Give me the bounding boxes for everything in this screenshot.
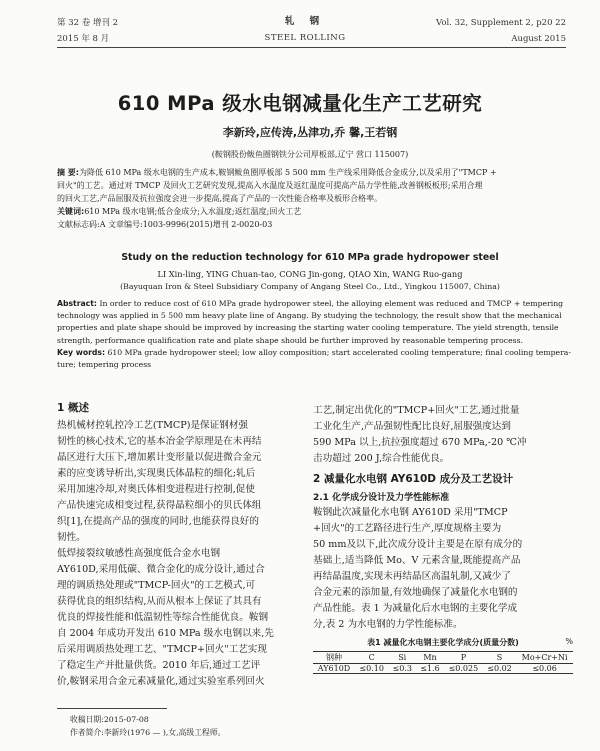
received-date: 收稿日期:2015-07-08	[70, 715, 149, 724]
section2-1-heading: 2.1 化学成分设计及力学性能标准	[313, 493, 450, 503]
table1	[313, 651, 573, 674]
body-line: 分,表 2 为水电钢的力学性能标准。	[313, 619, 463, 630]
body-line: 理的调质热处理或"TMCP-回火"的工艺模式,可	[57, 580, 256, 591]
section1-continued	[313, 403, 573, 467]
table1-header-cell: C	[368, 653, 375, 662]
table1-cell: ≤0.02	[487, 664, 512, 673]
right-column	[313, 403, 573, 674]
body-line: 织[1],在提高产品的强度的同时,也能获得良好的	[57, 516, 259, 527]
section2-body	[313, 505, 573, 633]
body-line: 击功超过 200 J,综合性能优良。	[313, 453, 450, 464]
body-line: 了稳定生产并批量供货。2010 年后,通过工艺评	[57, 660, 261, 671]
left-column	[57, 400, 305, 690]
table1-cell: ≤0.10	[359, 664, 384, 673]
table1-header-cell: 钢种	[325, 653, 342, 662]
body-line: 后采用调质热处理工艺、"TMCP+回火"工艺实现	[57, 644, 267, 655]
body-line: 获得优良的组织结构,从而从根本上保证了其具有	[57, 596, 262, 607]
keywords-en-line: 610 MPa grade hydropower steel; low alloy composition; start accelerated cooling temperature; final cooling tempera-	[107, 347, 571, 357]
body-line: 低焊接裂纹敏感性高强度低合金水电钢	[57, 548, 221, 559]
body-line: 基础上,适当降低 Mo、V 元素含量,既能提高产品	[313, 555, 521, 566]
table1-caption: 表1 减量化水电钢主要化学成分(质量分数)	[367, 638, 519, 647]
body-line: 鞍钢此次减量化水电钢 AY610D 采用"TMCP	[313, 507, 508, 518]
affiliation-cn: (鞍钢股份鲅鱼圈钢铁分公司厚板部,辽宁 营口 115007)	[211, 150, 409, 159]
body-line: 50 mm及以下,此次成分设计主要是在原有成分的	[313, 539, 523, 550]
body-line: 再结晶温度,实现未再结晶区高温轧制,又减少了	[313, 571, 511, 582]
body-line: 产品快速完成相变过程,获得晶粒细小的贝氏体组	[57, 500, 262, 511]
journal-en: STEEL ROLLING	[264, 33, 346, 43]
abstract-cn-label: 摘 要:	[57, 168, 79, 177]
keywords-cn: 610 MPa 级水电钢;低合金成分;入水温度;返红温度;回火工艺	[84, 207, 302, 216]
abstract-en-line: properties and plate shape should be improved by increasing the starting water cooling temperature. The yield strength, tensile	[57, 323, 559, 333]
abstract-cn	[57, 166, 566, 231]
body-line: 产品性能。表 1 为减量化后水电钢的主要化学成	[313, 603, 518, 614]
affiliation-en: (Bayuquan Iron & Steel Subsidiary Company of Angang Steel Co., Ltd., Yingkou 115007, China)	[120, 282, 500, 291]
body-line: 自 2004 年成功开发出 610 MPa 级水电钢以来,先	[57, 628, 274, 639]
abstract-cn-line: 为降低 610 MPa 级水电钢的生产成本,鞍钢鲅鱼圈厚板部 5 500 mm 生产线采用降低合金成分,以及采用了"TMCP +	[78, 168, 497, 177]
date-cn: 2015 年 8 月	[57, 34, 110, 44]
title-cn: 610 MPa 级水电钢减量化生产工艺研究	[117, 92, 483, 115]
body-line: 合金元素的添加量,有效地确保了减量化水电钢的	[313, 587, 518, 598]
body-line: 晶区进行大压下,增加累计变形量以促进微合金元	[57, 452, 262, 463]
body-line: 韧性的核心技术,它的基本冶金学原理是在未再结	[57, 436, 262, 447]
authors-en: LI Xin-ling, YING Chuan-tao, CONG Jin-gong, QIAO Xin, WANG Ruo-gang	[157, 269, 463, 279]
body-line: 价,鞍钢采用合金元素减量化,通过实验室系列回火	[57, 676, 265, 687]
authors-cn: 李新玲,应传涛,丛津功,乔 馨,王若钢	[222, 126, 398, 139]
abstract-en-label: Abstract:	[57, 299, 97, 308]
body-line: +回火"的工艺路径进行生产,厚度规格主要为	[313, 523, 502, 534]
footnote	[70, 713, 225, 739]
table1-unit: %	[565, 637, 573, 646]
abstract-en	[57, 298, 571, 371]
classification-cn: 文献标志码:A 文章编号:1003-9996(2015)增刊 2-0020-03	[57, 220, 273, 229]
abstract-en-line: technology was applied in 5 500 mm heavy plate line of Angang. By studying the technology, the result show that the mechanical	[57, 311, 562, 321]
volume-en: Vol. 32, Supplement 2, p20 22	[435, 18, 566, 28]
body-line: 热机械材控轧控冷工艺(TMCP)是保证钢材强	[57, 420, 249, 431]
abstract-cn-line: 的回火工艺,产品屈服及抗拉强度会进一步提高,提高了产品的一次性能合格率及板形合格率。	[57, 194, 383, 203]
table1-header-cell: Mo+Cr+Ni	[521, 653, 568, 662]
section2-heading: 2 减量化水电钢 AY610D 成分及工艺设计	[313, 473, 514, 485]
section1-body	[57, 418, 305, 690]
abstract-cn-line: 回火"的工艺。通过对 TMCP 及回火工艺研究发现,提高入水温度及返红温度可提高产品力学性能,改善钢板板形;采用合理	[57, 181, 483, 190]
keywords-en-label: Key words:	[57, 347, 106, 357]
author-info: 作者简介:李新玲(1976 — ),女,高级工程师。	[70, 728, 226, 737]
table1-header-cell: S	[496, 653, 503, 662]
table1-row	[313, 664, 573, 674]
table1-header-cell: P	[460, 653, 467, 662]
body-line: 工业化生产,产品强韧性配比良好,屈服强度达到	[313, 421, 511, 432]
body-line: 优良的焊接性能和低温韧性等综合性能优良。鞍钢	[57, 612, 269, 623]
table1-caption-row	[313, 637, 573, 651]
body-line: 590 MPa 以上,抗拉强度超过 670 MPa,-20 ℃冲	[313, 437, 527, 448]
body-line: 素的应变诱导析出,实现奥氏体晶粒的细化;轧后	[57, 468, 256, 479]
abstract-en-line: strength, performance qualification rate and plate shape should be further improved by reasonable tempering process.	[57, 335, 523, 345]
table1-cell: ≤0.025	[448, 664, 479, 673]
volume-cn: 第 32 卷 增刊 2	[57, 18, 119, 28]
table1-cell: ≤0.06	[532, 664, 557, 673]
header-rule	[57, 47, 566, 48]
body-line: 韧性。	[57, 532, 86, 543]
date-en: August 2015	[511, 34, 566, 44]
journal-cn: 轧 钢	[284, 16, 326, 27]
section1-heading: 1 概述	[57, 402, 89, 414]
body-line: AY610D,采用低碳、微合金化的成分设计,通过合	[57, 564, 265, 575]
keywords-en-line: ture; tempering process	[57, 360, 152, 370]
table1-header-cell: Mn	[423, 653, 437, 662]
title-en: Study on the reduction technology for 610 MPa grade hydropower steel	[121, 252, 499, 263]
table1-cell: ≤0.3	[392, 664, 412, 673]
abstract-en-line: In order to reduce cost of 610 MPa grade hydropower steel, the alloying element was reduced and TMCP + tempering	[99, 299, 564, 308]
table1-cell: AY610D	[317, 664, 351, 673]
keywords-cn-label: 关键词:	[57, 207, 85, 216]
table1-header-cell: Si	[398, 653, 407, 662]
footnote-rule	[57, 708, 167, 709]
body-line: 采用加速冷却,对奥氏体相变进程进行控制,促使	[57, 484, 255, 495]
table1-header-row	[313, 652, 573, 664]
body-line: 工艺,制定出优化的"TMCP+回火"工艺,通过批量	[313, 405, 520, 416]
table1-cell: ≤1.6	[420, 664, 440, 673]
